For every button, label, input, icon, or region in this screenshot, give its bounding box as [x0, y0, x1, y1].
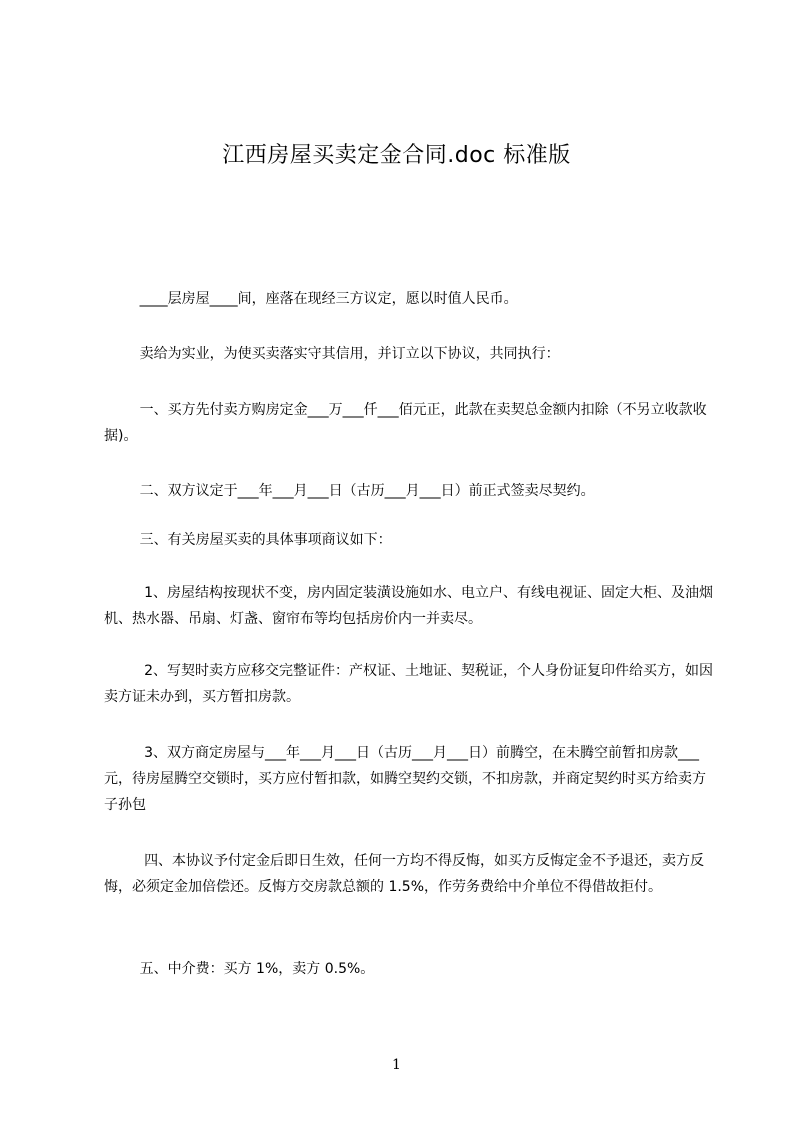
paragraph-item-1: 1、房屋结构按现状不变，房内固定装潢设施如水、电立户、有线电视证、固定大柜、及油烟机、热水器、吊扇、灯盏、窗帘布等均包括房价内一并卖尽。	[104, 585, 713, 627]
paragraph-preamble: 卖给为实业，为使买卖落实守其信用，并订立以下协议，共同执行：	[104, 346, 560, 362]
paragraph-clause-3: 三、有关房屋买卖的具体事项商议如下：	[104, 532, 392, 548]
paragraph-clause-4: 四、本协议予付定金后即日生效，任何一方均不得反悔，如买方反悔定金不予退还，卖方反悔，必须定金加倍偿还。反悔方交房款总额的 1.5%，作劳务费给中介单位不得借故拒付。	[104, 853, 705, 895]
document-title: 江西房屋买卖定金合同.doc 标准版	[222, 143, 571, 168]
paragraph-intro: ____层房屋____间，座落在现经三方议定，愿以时值人民币。	[104, 291, 518, 307]
page-number: 1	[392, 1057, 401, 1073]
paragraph-item-2: 2、写契时卖方应移交完整证件：产权证、土地证、契税证，个人身份证复印件给买方，如因卖方证未办到，买方暂扣房款。	[104, 663, 713, 705]
paragraph-clause-1: 一、买方先付卖方购房定金___万___仟___佰元正，此款在卖契总金额内扣除（不另立收款收据)。	[104, 402, 707, 444]
paragraph-clause-5: 五、中介费：买方 1%，卖方 0.5%。	[104, 961, 375, 977]
paragraph-clause-2: 二、双方议定于___年___月___日（古历___月___日）前正式签卖尽契约。	[104, 483, 595, 499]
paragraph-item-3: 3、双方商定房屋与___年___月___日（古历___月___日）前腾空，在未腾空前暂扣房款___元，待房屋腾空交锁时，买方应付暂扣款，如腾空契约交锁，不扣房款，并商定契约时买方给卖方子孙包	[104, 745, 706, 813]
